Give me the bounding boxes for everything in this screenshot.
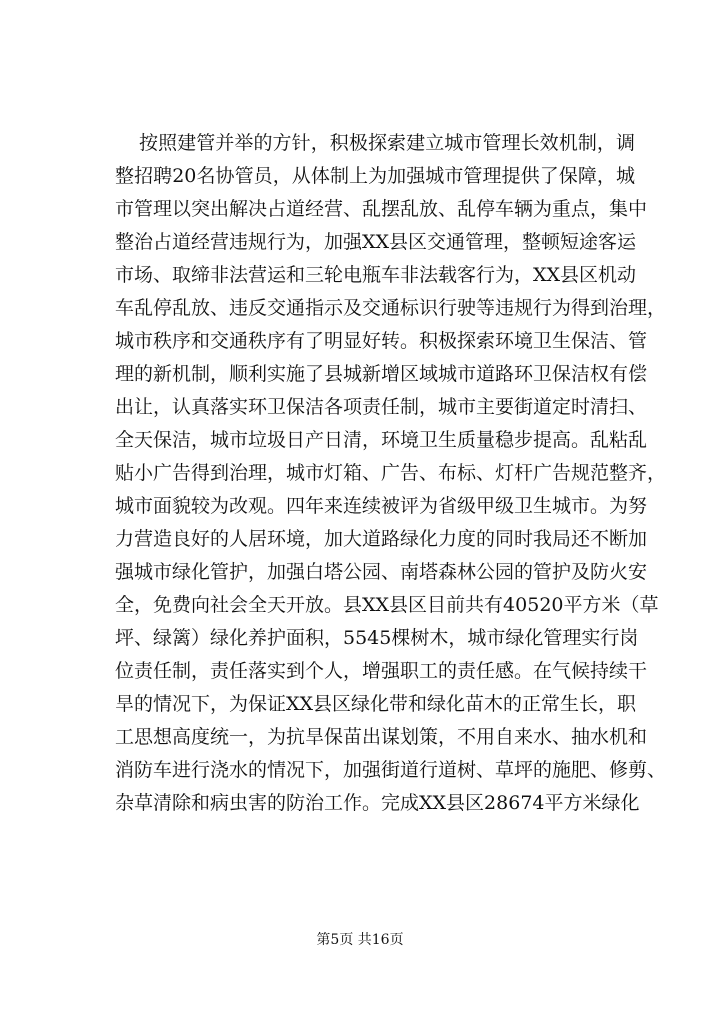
text-line: 全天保洁，城市垃圾日产日清，环境卫生质量稳步提高。乱粘乱 <box>115 429 648 451</box>
text-line: 全，免费向社会全天开放。县XX县区目前共有40520平方米（草 <box>115 594 659 616</box>
text-line: 杂草清除和病虫害的防治工作。完成XX县区28674平方米绿化 <box>115 792 640 814</box>
text-line: 整招聘20名协管员，从体制上为加强城市管理提供了保障，城 <box>115 165 635 187</box>
text-line: 按照建管并举的方针，积极探索建立城市管理长效机制，调 <box>139 132 635 154</box>
text-line: 城市秩序和交通秩序有了明显好转。积极探索环境卫生保洁、管 <box>115 330 648 352</box>
text-line: 车乱停乱放、违反交通指示及交通标识行驶等违规行为得到治理， <box>115 297 667 319</box>
text-line: 力营造良好的人居环境，加大道路绿化力度的同时我局还不断加 <box>115 528 648 550</box>
text-line: 消防车进行浇水的情况下，加强街道行道树、草坪的施肥、修剪、 <box>115 759 667 781</box>
text-line: 理的新机制，顺利实施了县城新增区域城市道路环卫保洁权有偿 <box>115 363 648 385</box>
text-line: 位责任制，责任落实到个人，增强职工的责任感。在气候持续干 <box>115 660 648 682</box>
text-line: 整治占道经营违规行为，加强XX县区交通管理，整顿短途客运 <box>115 231 637 253</box>
text-line: 市场、取缔非法营运和三轮电瓶车非法载客行为，XX县区机动 <box>115 264 637 286</box>
text-line: 坪、绿篱）绿化养护面积，5545棵树木，城市绿化管理实行岗 <box>115 627 639 649</box>
text-line: 强城市绿化管护，加强白塔公园、南塔森林公园的管护及防火安 <box>115 561 648 583</box>
text-line: 旱的情况下，为保证XX县区绿化带和绿化苗木的正常生长，职 <box>115 693 637 715</box>
text-line: 贴小广告得到治理，城市灯箱、广告、布标、灯杆广告规范整齐， <box>115 462 667 484</box>
text-line: 工思想高度统一，为抗旱保苗出谋划策，不用自来水、抽水机和 <box>115 726 648 748</box>
text-line: 市管理以突出解决占道经营、乱摆乱放、乱停车辆为重点，集中 <box>115 198 648 220</box>
text-line: 出让，认真落实环卫保洁各项责任制，城市主要街道定时清扫、 <box>115 396 648 418</box>
text-line: 城市面貌较为改观。四年来连续被评为省级甲级卫生城市。为努 <box>115 495 648 517</box>
page-number-footer: 第5页 共16页 <box>316 932 404 948</box>
